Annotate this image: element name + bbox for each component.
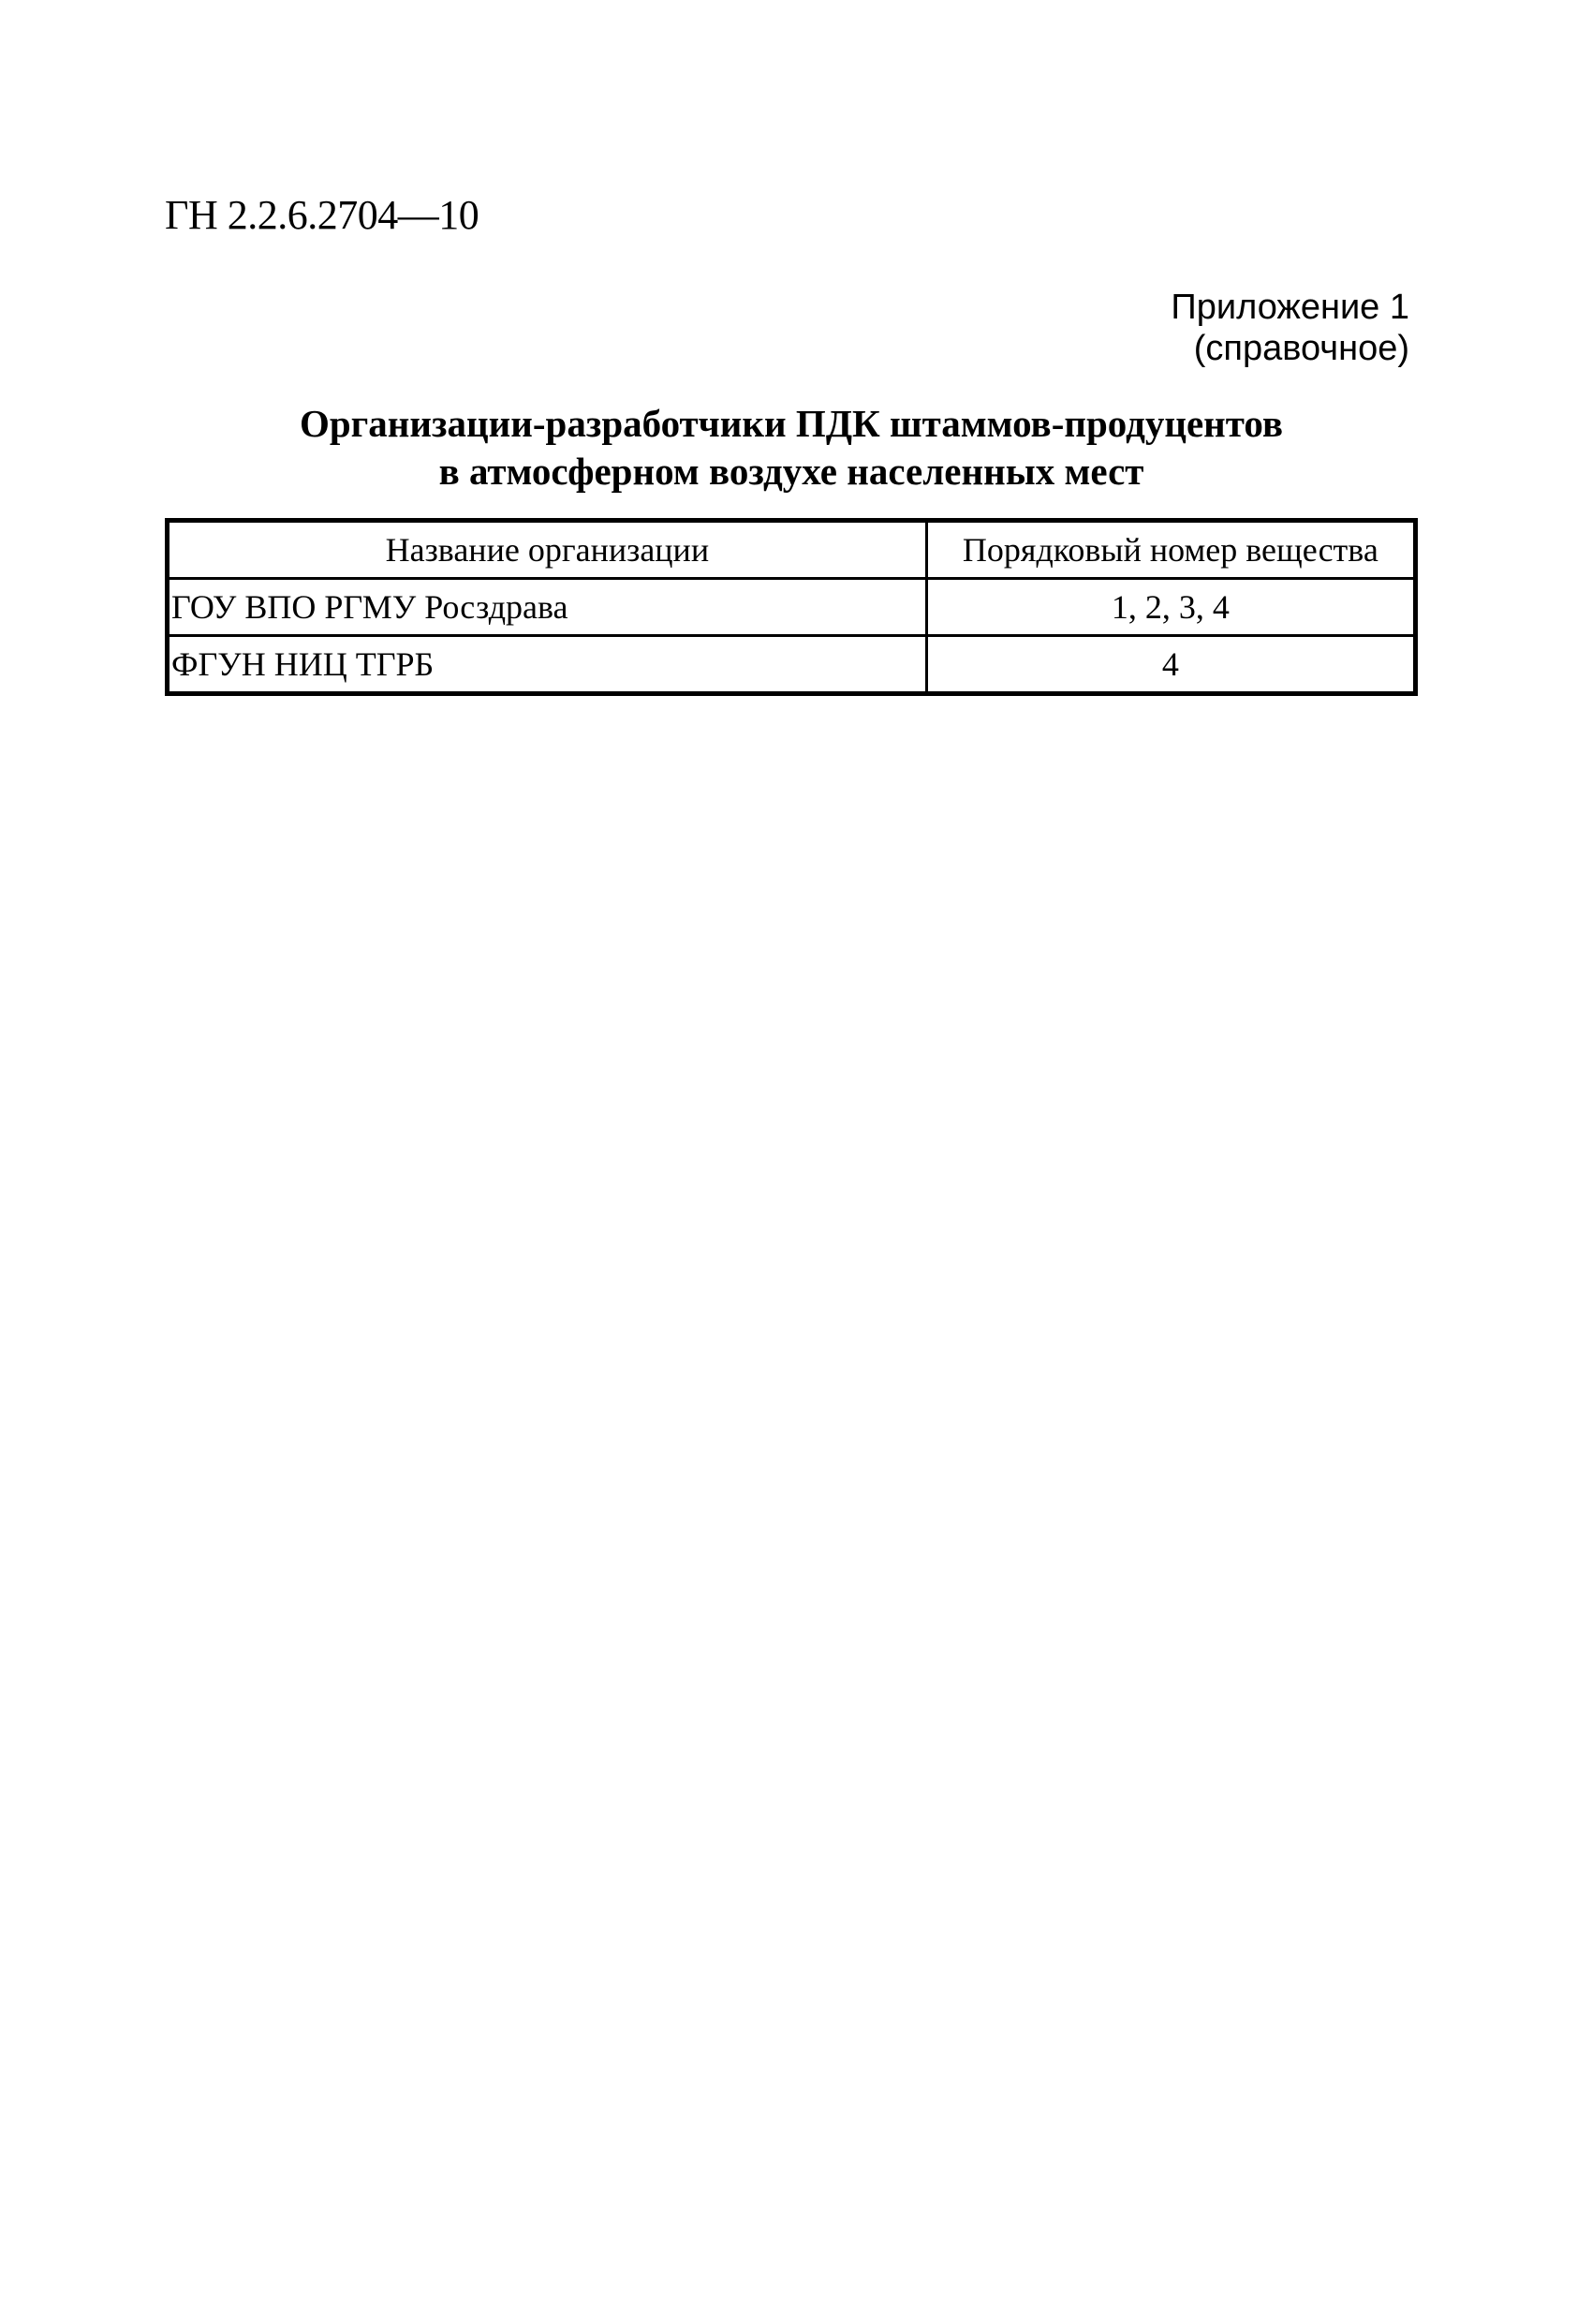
organization-cell: ГОУ ВПО РГМУ Росздрава <box>168 579 927 636</box>
title-line-2: в атмосферном воздухе населенных мест <box>438 450 1144 493</box>
substance-number-cell: 1, 2, 3, 4 <box>926 579 1415 636</box>
table-row <box>168 579 1416 636</box>
table-header-row <box>168 521 1416 579</box>
appendix-number: Приложение 1 <box>1171 288 1409 327</box>
table-row <box>168 636 1416 694</box>
column-header-organization: Название организации <box>168 521 927 579</box>
document-title <box>165 400 1418 496</box>
document-code: ГН 2.2.6.2704—10 <box>165 192 479 238</box>
organizations-table <box>165 518 1418 696</box>
substance-number-cell: 4 <box>926 636 1415 694</box>
organization-cell: ФГУН НИЦ ТГРБ <box>168 636 927 694</box>
title-line-1: Организации-разработчики ПДК штаммов-продуцентов <box>299 402 1283 445</box>
appendix-label <box>1171 287 1409 369</box>
appendix-type: (справочное) <box>1193 329 1409 368</box>
column-header-substance-number: Порядковый номер вещества <box>926 521 1415 579</box>
